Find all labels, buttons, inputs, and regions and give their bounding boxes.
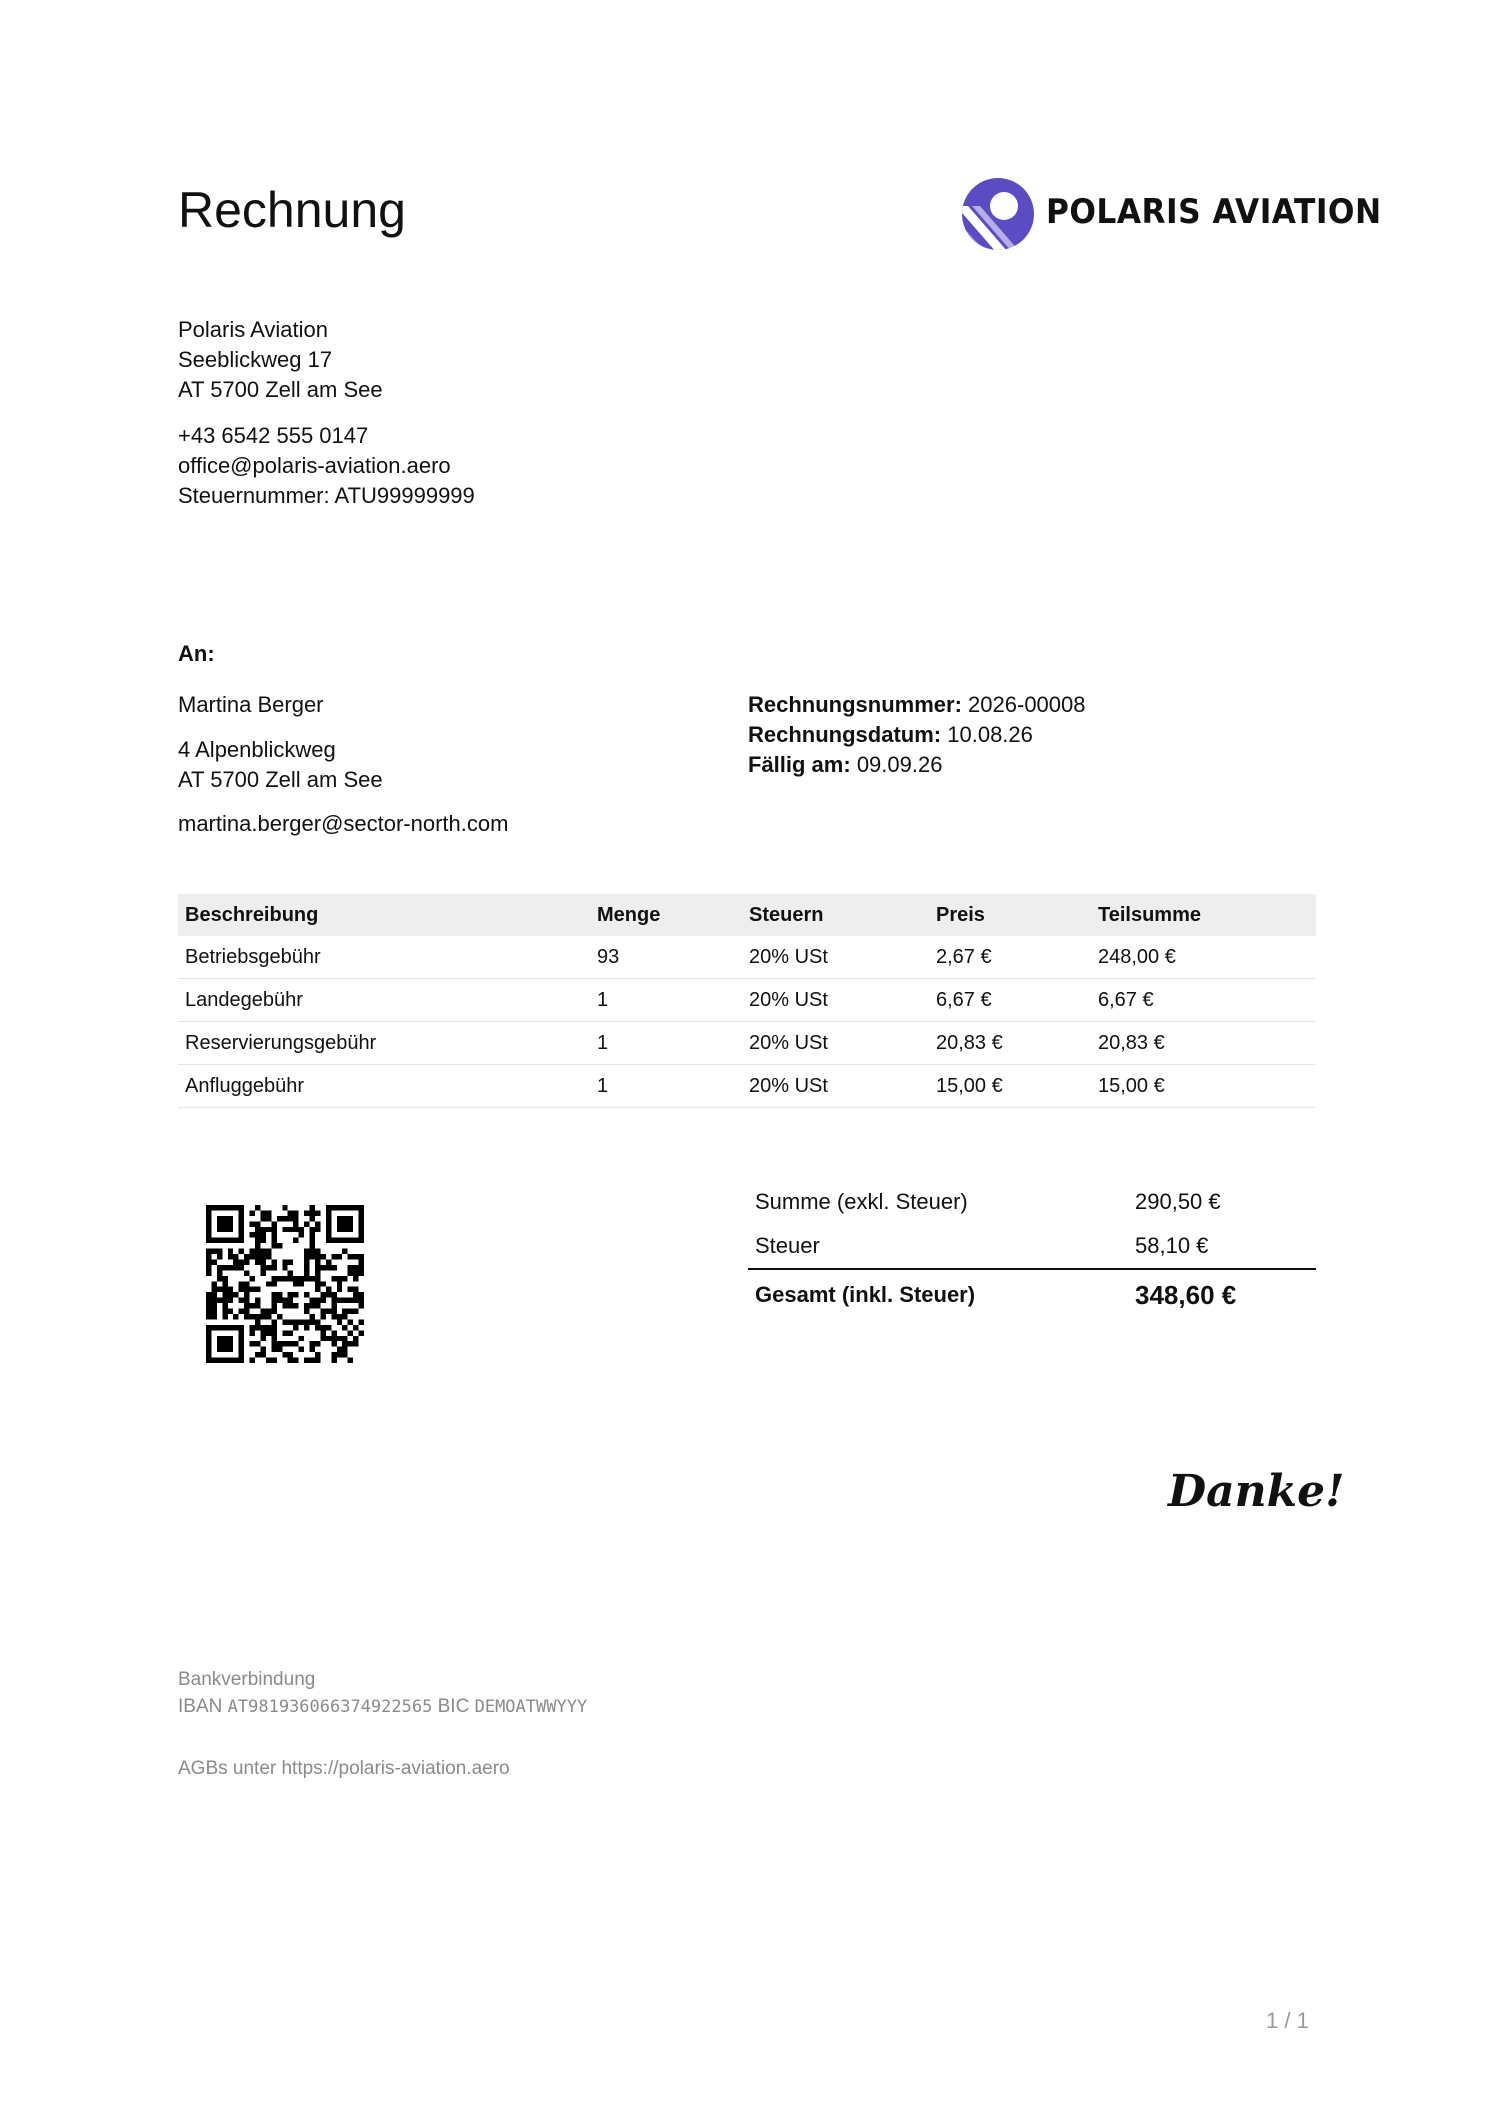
net-total-value: 290,50 €: [1135, 1189, 1221, 1214]
net-total-label: Summe (exkl. Steuer): [755, 1189, 968, 1214]
sender-street: Seeblickweg 17: [178, 347, 333, 372]
table-cell: 1: [590, 1022, 742, 1065]
invoice-meta: [748, 690, 1086, 780]
recipient-email: martina.berger@sector-north.com: [178, 811, 509, 836]
payment-qr-code: [206, 1205, 364, 1363]
page-title: Rechnung: [178, 182, 406, 238]
sender-name: Polaris Aviation: [178, 317, 329, 342]
totals-row-tax: [748, 1224, 1316, 1269]
table-cell: 6,67 €: [1091, 979, 1316, 1022]
recipient-address: [178, 735, 383, 795]
sender-address: [178, 315, 383, 405]
terms-link[interactable]: AGBs unter https://polaris-aviation.aero: [178, 1758, 510, 1779]
sender-contact: [178, 421, 475, 511]
column-header: Steuern: [742, 894, 929, 936]
due-date-label: Fällig am:: [748, 752, 851, 777]
invoice-date-label: Rechnungsdatum:: [748, 722, 942, 747]
table-cell: 15,00 €: [929, 1065, 1091, 1108]
invoice-date-value: 10.08.26: [947, 722, 1033, 747]
recipient-city: AT 5700 Zell am See: [178, 767, 383, 792]
table-cell: 20% USt: [742, 1022, 929, 1065]
sender-tax-value: ATU99999999: [334, 483, 475, 508]
recipient-name: Martina Berger: [178, 692, 324, 717]
due-date-value: 09.09.26: [856, 752, 943, 777]
sender-tax-number: [178, 481, 475, 511]
sender-city: AT 5700 Zell am See: [178, 377, 383, 402]
table-header-row: [178, 894, 1316, 936]
invoice-number: [748, 690, 1086, 720]
sender-tax-label: Steuernummer:: [178, 483, 330, 508]
column-header: Beschreibung: [178, 894, 590, 936]
line-items-table: [178, 894, 1316, 1108]
table-cell: 20% USt: [742, 979, 929, 1022]
invoice-number-value: 2026-00008: [968, 692, 1086, 717]
tax-total-label: Steuer: [748, 1224, 1128, 1269]
table-cell: 20% USt: [742, 1065, 929, 1108]
bank-heading: Bankverbindung: [178, 1669, 316, 1690]
invoice-number-label: Rechnungsnummer:: [748, 692, 962, 717]
gross-total-value: 348,60 €: [1135, 1279, 1237, 1310]
table-cell: 15,00 €: [1091, 1065, 1316, 1108]
table-cell: 20% USt: [742, 936, 929, 979]
iban-label: IBAN: [178, 1696, 223, 1717]
invoice-date: [748, 720, 1086, 750]
totals-row-net: [748, 1180, 1316, 1224]
table-cell: Reservierungsgebühr: [178, 1022, 590, 1065]
table-cell: Landegebühr: [178, 979, 590, 1022]
thanks-note: Danke!: [1168, 1466, 1345, 1517]
table-cell: 6,67 €: [929, 979, 1091, 1022]
company-logo: [960, 174, 1382, 254]
recipient-label: An:: [178, 641, 215, 666]
due-date: [748, 750, 1086, 780]
totals-row-gross: [748, 1269, 1316, 1320]
table-row: [178, 979, 1316, 1022]
page-number: 1 / 1: [1266, 2008, 1309, 2033]
tax-total-value: 58,10 €: [1128, 1224, 1316, 1269]
table-cell: 20,83 €: [1091, 1022, 1316, 1065]
column-header: Menge: [590, 894, 742, 936]
table-row: [178, 936, 1316, 979]
table-row: [178, 1065, 1316, 1108]
totals-table: [748, 1180, 1316, 1320]
company-logo-text: POLARIS AVIATION: [1046, 192, 1382, 232]
table-cell: 2,67 €: [929, 936, 1091, 979]
gross-total-label: Gesamt (inkl. Steuer): [755, 1282, 976, 1307]
bic-label: BIC: [437, 1696, 470, 1717]
table-cell: 1: [590, 979, 742, 1022]
sender-phone: +43 6542 555 0147: [178, 423, 369, 448]
table-cell: Anfluggebühr: [178, 1065, 590, 1108]
recipient-street: 4 Alpenblickweg: [178, 737, 336, 762]
column-header: Teilsumme: [1091, 894, 1316, 936]
polaris-logo-icon: [960, 176, 1036, 252]
bank-details: [178, 1693, 587, 1721]
table-cell: 93: [590, 936, 742, 979]
bic-value: DEMOATWWYYY: [474, 1697, 588, 1717]
column-header: Preis: [929, 894, 1091, 936]
table-cell: 248,00 €: [1091, 936, 1316, 979]
table-cell: Betriebsgebühr: [178, 936, 590, 979]
table-cell: 1: [590, 1065, 742, 1108]
iban-value: AT981936066374922565: [227, 1697, 433, 1717]
sender-email: office@polaris-aviation.aero: [178, 453, 451, 478]
table-cell: 20,83 €: [929, 1022, 1091, 1065]
table-row: [178, 1022, 1316, 1065]
